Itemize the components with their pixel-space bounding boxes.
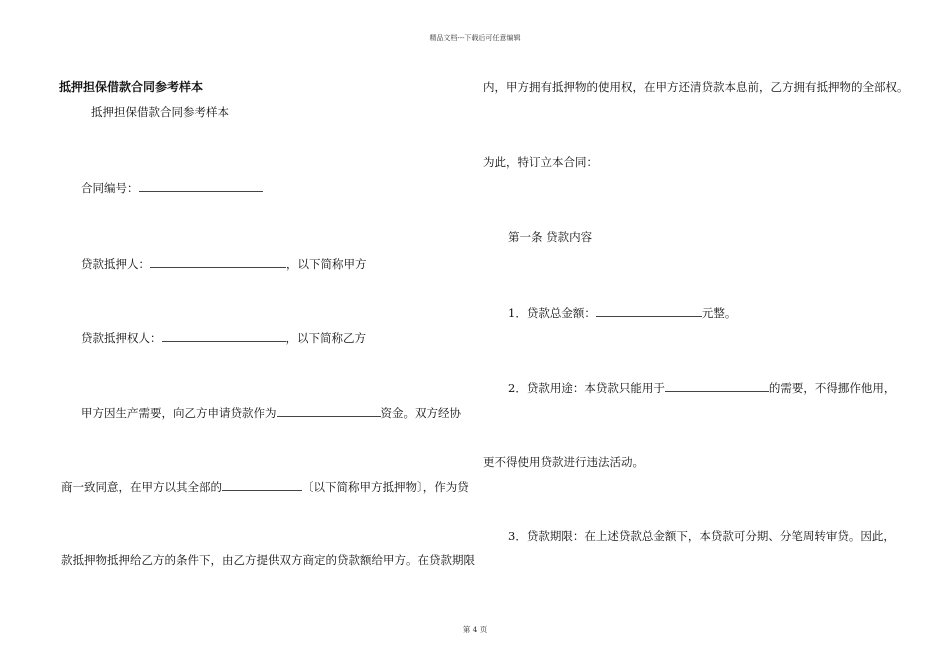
paragraph-1-line-1 (81, 405, 461, 420)
item1-suffix: 元整。 (701, 306, 737, 320)
lender-blank (162, 330, 286, 342)
borrower-line (81, 256, 367, 271)
para1-line2-text-a: 商一致同意，在甲方以其全部的 (61, 480, 222, 494)
lender-label: 贷款抵押权人： (81, 331, 162, 345)
borrower-label: 贷款抵押人： (81, 257, 150, 271)
item-2-line-2: 更不得使用贷款进行违法活动。 (483, 455, 644, 469)
para1-text-a: 甲方因生产需要，向乙方申请贷款作为 (81, 406, 277, 420)
item2-suffix: 的需要，不得挪作他用， (768, 381, 896, 395)
para1-line2-text-b: 〔以下简称甲方抵押物〕，作为贷 (302, 480, 469, 494)
item2-label: 2．贷款用途：本贷款只能用于 (508, 381, 665, 395)
para1-text-b: 资金。双方经协 (380, 406, 461, 420)
document-title: 抵押担保借款合同参考样本 (59, 80, 204, 94)
borrower-blank (150, 256, 286, 268)
paragraph-2: 为此，特订立本合同： (483, 155, 598, 169)
lender-suffix: ，以下简称乙方 (285, 331, 366, 345)
funding-purpose-blank (277, 405, 381, 417)
contract-number-label: 合同编号： (81, 181, 139, 195)
article-1-heading: 第一条 贷款内容 (508, 230, 593, 244)
borrower-suffix: ，以下简称甲方 (286, 257, 367, 271)
loan-use-blank (665, 380, 769, 392)
item-1-line (508, 305, 736, 320)
item-3-line-1: 3．贷款期限：在上述贷款总金额下，本贷款可分期、分笔周转审贷。因此， (508, 529, 895, 543)
paragraph-1-line-2 (61, 479, 469, 494)
paragraph-1-line-4: 内，甲方拥有抵押物的使用权，在甲方还清贷款本息前，乙方拥有抵押物的全部权。 (483, 80, 909, 94)
loan-amount-blank (596, 305, 702, 317)
item-2-line (508, 380, 895, 395)
document-subtitle: 抵押担保借款合同参考样本 (91, 105, 229, 119)
lender-line (81, 330, 366, 345)
paragraph-1-line-3: 款抵押物抵押给乙方的条件下，由乙方提供双方商定的贷款额给甲方。在贷款期限 (61, 553, 475, 567)
item1-label: 1．贷款总金额： (508, 306, 596, 320)
contract-number-line (81, 180, 263, 195)
page-number: 第 4 页 (462, 625, 488, 634)
collateral-blank (222, 479, 302, 491)
header-note: 精品文档---下载后可任意编辑 (429, 34, 521, 42)
contract-number-blank (139, 180, 263, 192)
